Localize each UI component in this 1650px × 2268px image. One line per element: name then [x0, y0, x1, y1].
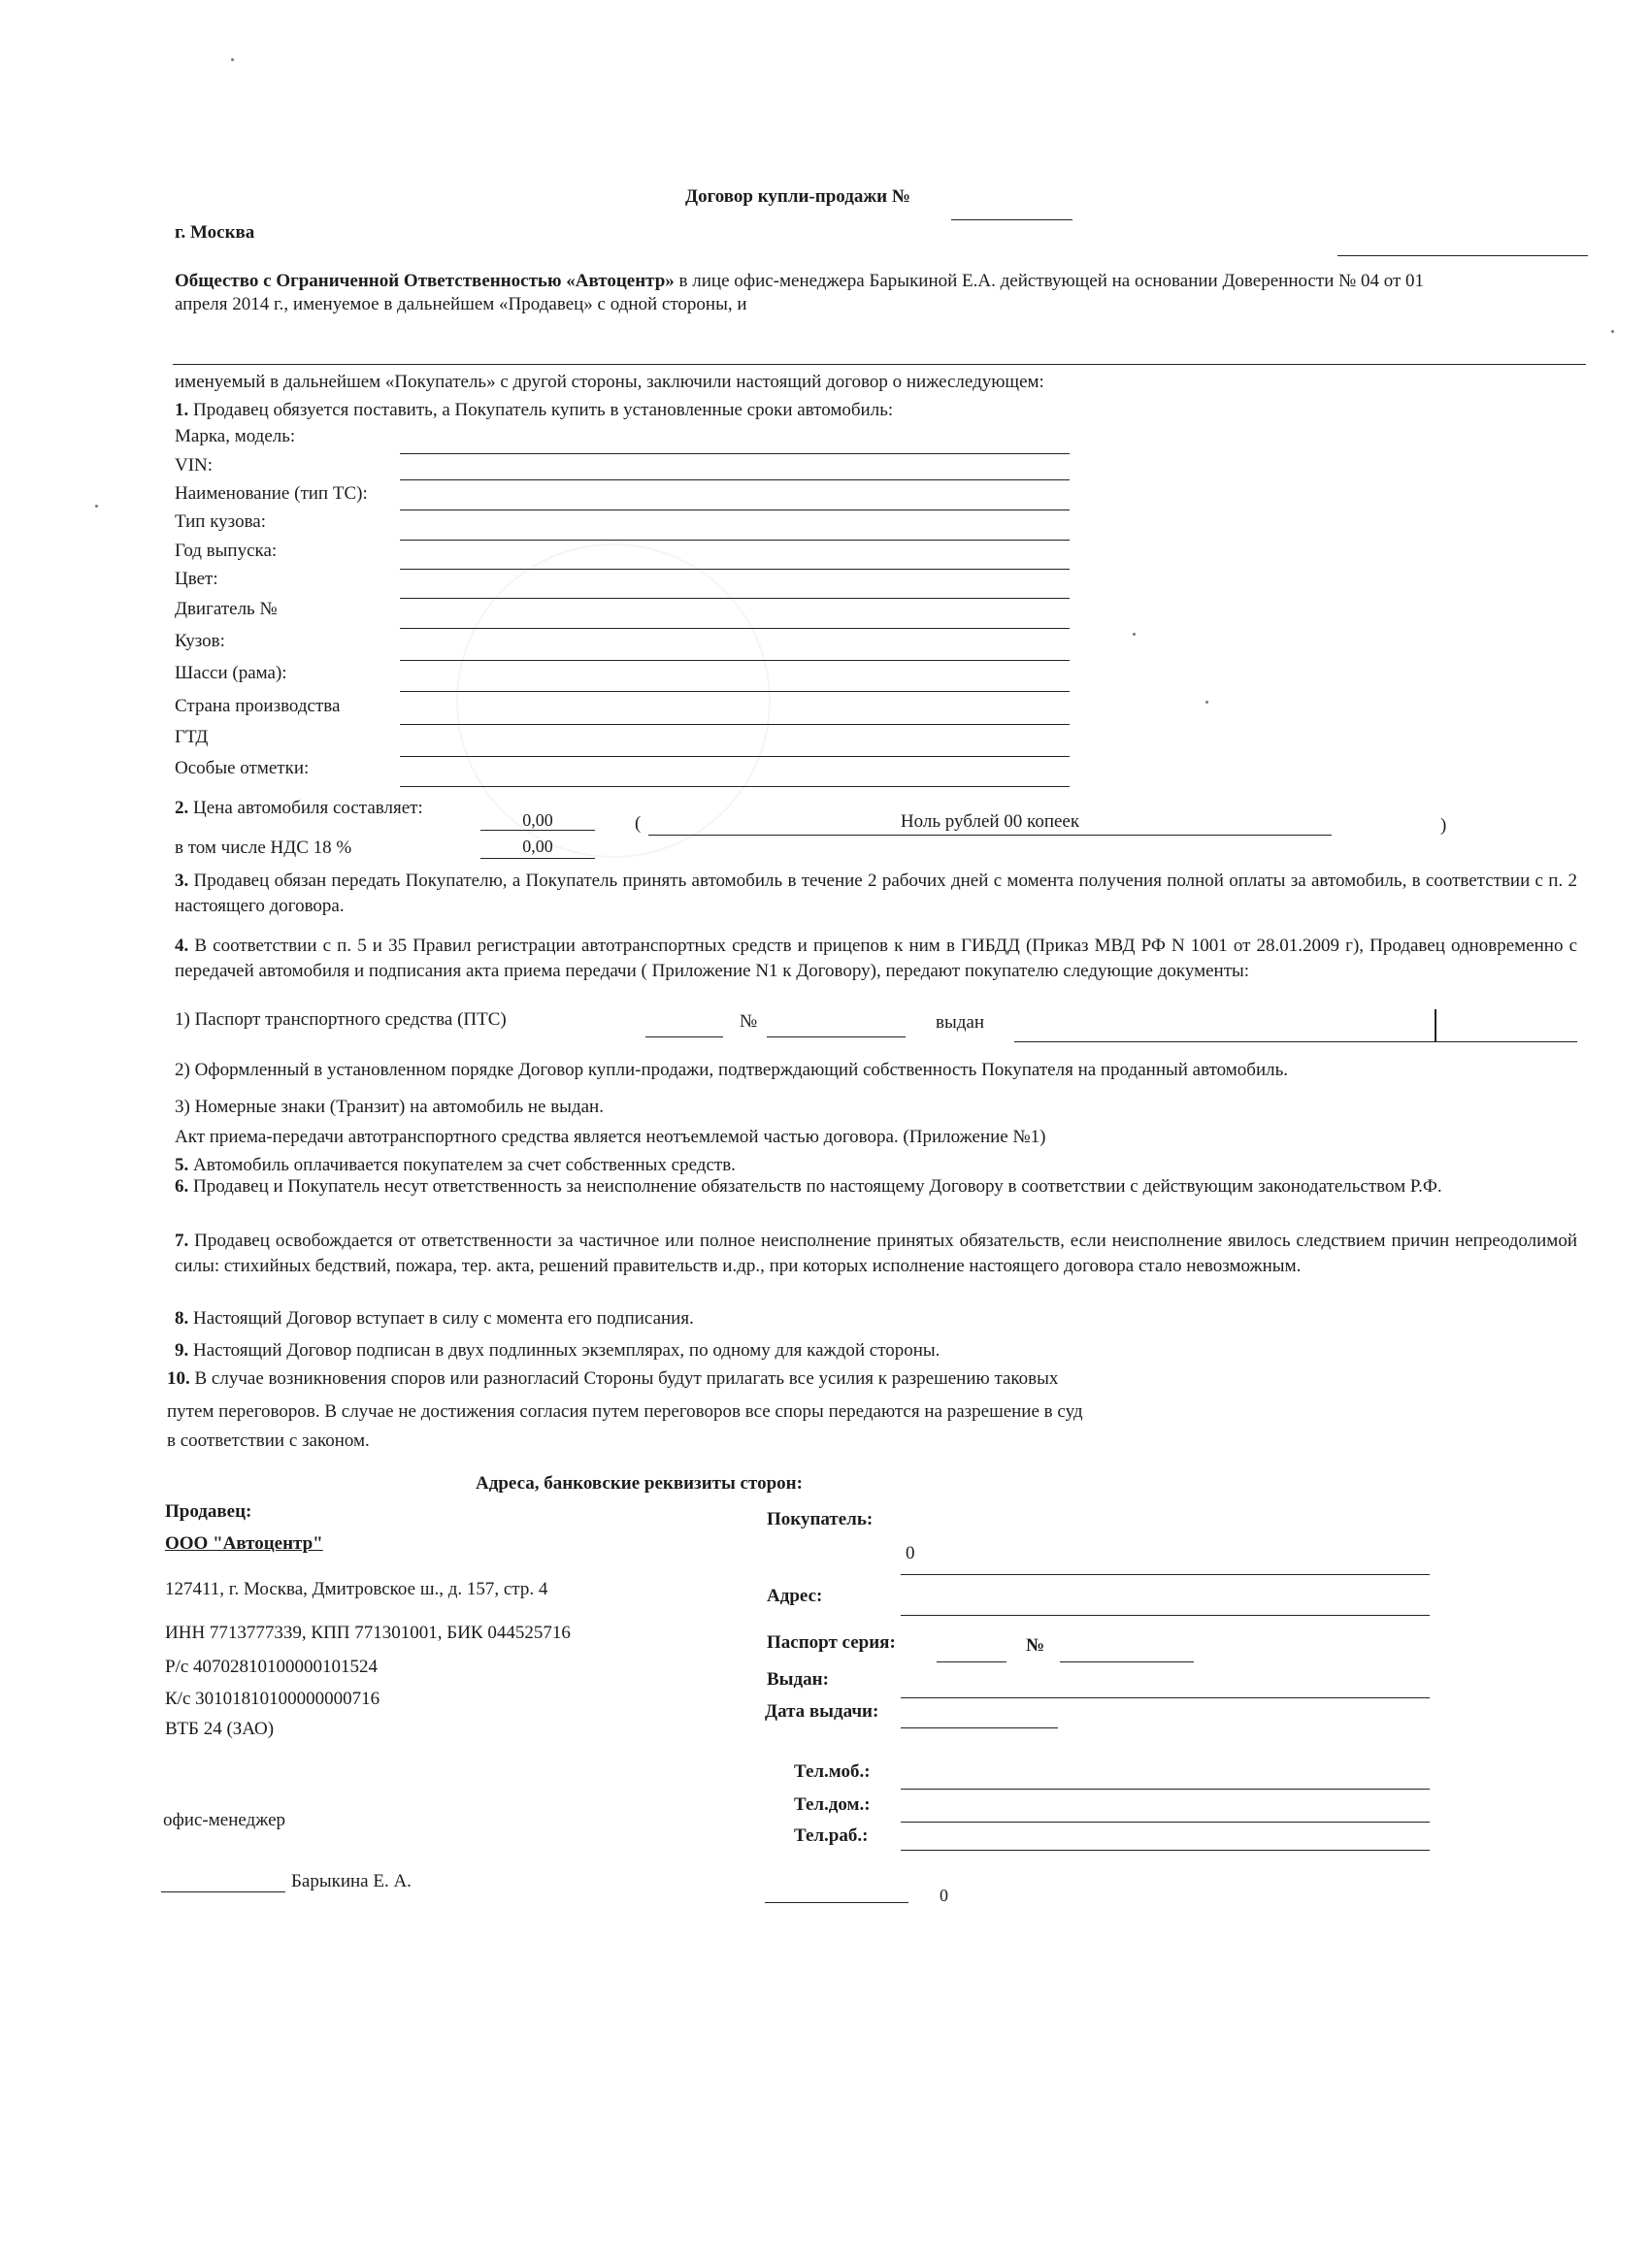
seller-inn-kpp-bik: ИНН 7713777339, КПП 771301001, БИК 044525716 [165, 1623, 571, 1643]
section-1-number: 1. [175, 400, 189, 420]
buyer-signer-value: 0 [940, 1886, 948, 1905]
field-label-body-number: Кузов: [175, 631, 225, 651]
pts-number-sign: № [740, 1011, 758, 1032]
seller-heading: Продавец: [165, 1501, 252, 1522]
section-6 [175, 1174, 1577, 1200]
contract-number-line [951, 219, 1072, 220]
buyer-work-phone-line [901, 1850, 1430, 1851]
field-label-year: Год выпуска: [175, 541, 278, 561]
buyer-passport-label: Паспорт серия: [767, 1632, 896, 1653]
buyer-issue-date-label: Дата выдачи: [765, 1701, 879, 1722]
field-label-make-model: Марка, модель: [175, 426, 296, 446]
section-1-text: Продавец обязуется поставить, а Покупатель купить в установленные сроки автомобиль: [193, 400, 894, 420]
field-line-year [400, 569, 1070, 570]
price-close-paren: ) [1440, 815, 1447, 836]
seller-company-name: Общество с Ограниченной Ответственностью «Автоцентр» [175, 271, 675, 291]
document-2-contract: 2) Оформленный в установленном порядке Договор купли-продажи, подтверждающий собственность Покупателя на проданный автомобиль. [175, 1060, 1289, 1080]
seller-bank: ВТБ 24 (ЗАО) [165, 1719, 275, 1739]
pts-issued-divider [1435, 1009, 1436, 1042]
field-line-color [400, 598, 1070, 599]
buyer-issued-line [901, 1697, 1430, 1698]
section-10-text-1: В случае возникновения споров или разногласий Стороны будут прилагать все усилия к разрешению таковых [194, 1368, 1059, 1389]
field-line-make-model [400, 453, 1070, 454]
field-line-vin [400, 479, 1070, 480]
scan-speck [231, 58, 234, 61]
price-value: 0,00 [522, 810, 553, 830]
city: г. Москва [175, 222, 255, 243]
buyer-home-phone-label: Тел.дом.: [794, 1794, 871, 1815]
field-label-chassis: Шасси (рама): [175, 663, 287, 683]
price-value-line [480, 830, 595, 831]
buyer-address-line [901, 1615, 1430, 1616]
buyer-passport-number-sign: № [1026, 1635, 1045, 1656]
field-label-gtd: ГТД [175, 727, 209, 747]
seller-address: 127411, г. Москва, Дмитровское ш., д. 157, стр. 4 [165, 1579, 548, 1599]
seller-signer-name: Барыкина Е. А. [291, 1871, 412, 1891]
intro-line-1 [175, 271, 1424, 292]
section-8 [175, 1308, 694, 1330]
section-2-number: 2. [175, 798, 189, 818]
section-6-number: 6. [175, 1176, 189, 1197]
section-7-text: Продавец освобождается от ответственности за частичное или полное неисполнение принятых обязательств, если неисполнение явилось следствием причин непреодолимой силы: стихийных бедствий, пожара, тер. акта, решений правительств и.др., при которых исполнение настоящего договора стало невозможным. [175, 1231, 1577, 1276]
section-4-number: 4. [175, 936, 189, 956]
buyer-mobile-phone-line [901, 1789, 1430, 1790]
section-9-text: Настоящий Договор подписан в двух подлинных экземплярах, по одному для каждой стороны. [193, 1340, 940, 1361]
section-4-text: В соответствии с п. 5 и 35 Правил регистрации автотранспортных средств и прицепов к ним в ГИБДД (Приказ МВД РФ N 1001 от 28.01.2009 г), Продавец одновременно с передачей автомобиля и подписания акта приема передачи ( Приложение N1 к Договору), передают покупателю следующие документы: [175, 936, 1578, 981]
section-8-text: Настоящий Договор вступает в силу с момента его подписания. [193, 1308, 694, 1329]
document-1-pts: 1) Паспорт транспортного средства (ПТС) [175, 1009, 507, 1030]
section-5 [175, 1155, 736, 1176]
buyer-name-value: 0 [906, 1543, 915, 1563]
field-line-vehicle-type [400, 509, 1070, 510]
section-3 [175, 869, 1577, 919]
section-5-text: Автомобиль оплачивается покупателем за счет собственных средств. [193, 1155, 736, 1175]
price-label: Цена автомобиля составляет: [193, 798, 423, 818]
addresses-heading: Адреса, банковские реквизиты сторон: [476, 1473, 803, 1494]
buyer-home-phone-line [901, 1822, 1430, 1823]
price-words-line [648, 835, 1332, 836]
buyer-mobile-phone-label: Тел.моб.: [794, 1761, 871, 1782]
buyer-name-field-line [901, 1574, 1430, 1575]
field-line-notes [400, 786, 1070, 787]
document-3-plates: 3) Номерные знаки (Транзит) на автомобиль не выдан. [175, 1097, 604, 1117]
buyer-signature-line [765, 1902, 908, 1903]
buyer-passport-number-line [1060, 1661, 1194, 1662]
intro-rest: в лице офис-менеджера Барыкиной Е.А. действующей на основании Доверенности № 04 от 01 [674, 271, 1425, 291]
field-line-chassis [400, 691, 1070, 692]
buyer-intro-line: именуемый в дальнейшем «Покупатель» с другой стороны, заключили настоящий договор о нижеследующем: [175, 372, 1044, 392]
seller-signature-line [161, 1891, 285, 1892]
buyer-work-phone-label: Тел.раб.: [794, 1825, 869, 1846]
acceptance-act-note: Акт приема-передачи автотранспортного средства является неотъемлемой частью договора. (Приложение №1) [175, 1127, 1046, 1147]
scan-speck [1205, 701, 1208, 704]
buyer-address-label: Адрес: [767, 1586, 823, 1606]
section-4 [175, 934, 1577, 984]
scan-speck [1611, 330, 1614, 333]
pts-issued-line [1014, 1041, 1577, 1042]
field-label-notes: Особые отметки: [175, 758, 310, 778]
pts-number-line [767, 1036, 906, 1037]
section-8-number: 8. [175, 1308, 189, 1329]
buyer-passport-series-line [937, 1661, 1006, 1662]
intro-line-2: апреля 2014 г., именуемое в дальнейшем «Продавец» с одной стороны, и [175, 294, 747, 314]
section-10-number: 10. [167, 1368, 190, 1389]
field-line-body-type [400, 540, 1070, 541]
field-label-vehicle-type: Наименование (тип ТС): [175, 483, 368, 504]
vat-value-line [480, 858, 595, 859]
buyer-name-line [173, 364, 1586, 365]
price-in-words: Ноль рублей 00 копеек [900, 811, 1080, 832]
section-1 [175, 400, 893, 421]
vat-value: 0,00 [522, 837, 553, 856]
scan-speck [95, 505, 98, 508]
seller-position: офис-менеджер [163, 1810, 286, 1830]
section-10-line-3: в соответствии с законом. [167, 1430, 370, 1451]
buyer-heading: Покупатель: [767, 1509, 874, 1529]
field-label-body-type: Тип кузова: [175, 511, 267, 532]
section-9 [175, 1340, 940, 1362]
price-open-paren: ( [635, 813, 642, 834]
scan-speck [1133, 633, 1136, 636]
section-5-number: 5. [175, 1155, 189, 1175]
section-10-line-1 [167, 1368, 1058, 1390]
pts-issued-label: выдан [936, 1012, 985, 1033]
field-label-engine: Двигатель № [175, 599, 278, 619]
field-label-vin: VIN: [175, 455, 214, 476]
vat-label: в том числе НДС 18 % [175, 838, 352, 858]
field-line-country [400, 724, 1070, 725]
section-10-line-2: путем переговоров. В случае не достижения согласия путем переговоров все споры передаются на разрешение в суд [167, 1401, 1083, 1422]
date-line [1337, 255, 1588, 256]
buyer-issued-label: Выдан: [767, 1669, 829, 1690]
field-label-color: Цвет: [175, 569, 218, 589]
section-7-number: 7. [175, 1231, 189, 1251]
seller-correspondent-account: К/с 30101810100000000716 [165, 1689, 380, 1709]
field-line-engine [400, 628, 1070, 629]
pts-series-line [645, 1036, 723, 1037]
field-line-gtd [400, 756, 1070, 757]
seller-settlement-account: Р/с 40702810100000101524 [165, 1657, 379, 1677]
section-6-text: Продавец и Покупатель несут ответственность за неисполнение обязательств по настоящему Договору в соответствии с действующим законодательством Р.Ф. [193, 1176, 1442, 1197]
section-7 [175, 1229, 1577, 1279]
contract-title: Договор купли-продажи № [685, 186, 910, 207]
section-9-number: 9. [175, 1340, 189, 1361]
section-3-text: Продавец обязан передать Покупателю, а Покупатель принять автомобиль в течение 2 рабочих дней с момента получения полной оплаты за автомобиль, в соответствии с п. 2 настоящего договора. [175, 871, 1577, 916]
field-line-body-number [400, 660, 1070, 661]
section-2 [175, 798, 423, 819]
field-label-country: Страна производства [175, 696, 341, 716]
buyer-issue-date-line [901, 1727, 1058, 1728]
section-3-number: 3. [175, 871, 189, 891]
seller-name: ООО "Автоцентр" [165, 1533, 323, 1554]
